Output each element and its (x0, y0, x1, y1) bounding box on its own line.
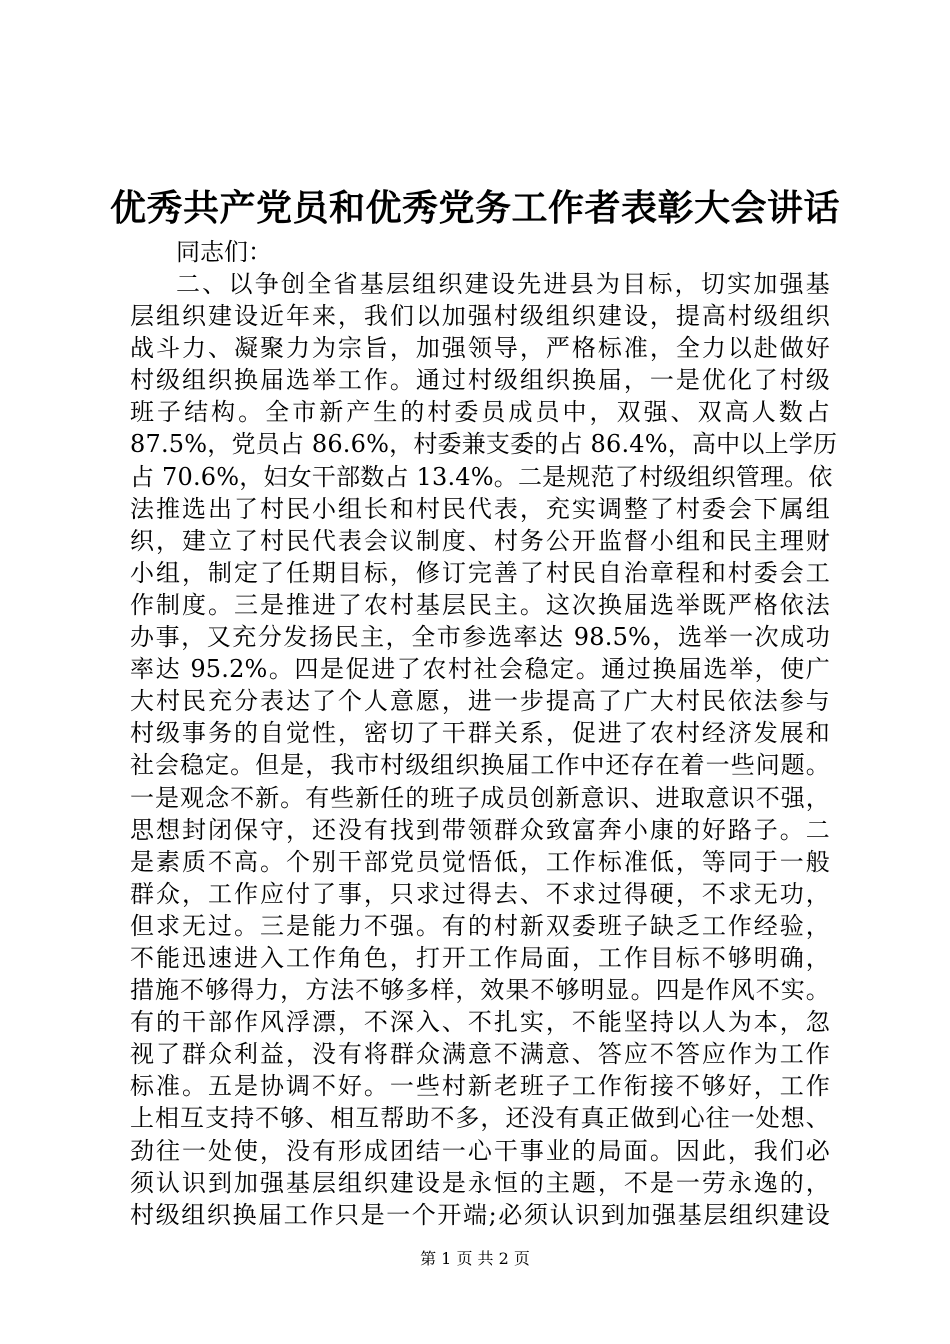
body-line: 村级组织换届工作只是一个开端;必须认识到加强基层组织建设 (130, 1200, 830, 1229)
body-line: 须认识到加强基层组织建设是永恒的主题，不是一劳永逸的， (130, 1168, 830, 1197)
body-line: 标准。五是协调不好。一些村新老班子工作衔接不够好，工作 (130, 1072, 830, 1101)
body-line: 作制度。三是推进了农村基层民主。这次换届选举既严格依法 (130, 590, 830, 619)
body-line: 办事，又充分发扬民主，全市参选率达 98.5%，选举一次成功 (130, 623, 830, 652)
page-footer: 第 1 页 共 2 页 (420, 1249, 530, 1268)
body-line: 一是观念不新。有些新任的班子成员创新意识、进取意识不强， (130, 783, 830, 812)
document-title: 优秀共产党员和优秀党务工作者表彰大会讲话 (109, 187, 840, 229)
body-line: 思想封闭保守，还没有找到带领群众致富奔小康的好路子。二 (130, 815, 830, 844)
body-line: 劲往一处使，没有形成团结一心干事业的局面。因此，我们必 (130, 1136, 830, 1165)
body-line: 法推选出了村民小组长和村民代表，充实调整了村委会下属组 (130, 494, 830, 523)
body-line: 社会稳定。但是，我市村级组织换届工作中还存在着一些问题。 (130, 751, 830, 780)
salutation: 同志们： (176, 238, 272, 266)
body-line: 率达 95.2%。四是促进了农村社会稳定。通过换届选举，使广 (130, 655, 830, 684)
body-line: 上相互支持不够、相互帮助不多，还没有真正做到心往一处想、 (130, 1104, 830, 1133)
body-line: 有的干部作风浮漂，不深入、不扎实，不能坚持以人为本，忽 (130, 1008, 830, 1037)
body-line: 群众，工作应付了事，只求过得去、不求过得硬，不求无功， (130, 879, 830, 908)
body-line: 战斗力、凝聚力为宗旨，加强领导，严格标准，全力以赴做好 (130, 334, 830, 363)
body-line: 大村民充分表达了个人意愿，进一步提高了广大村民依法参与 (130, 687, 830, 716)
body-line: 视了群众利益，没有将群众满意不满意、答应不答应作为工作 (130, 1040, 830, 1069)
document-body (130, 268, 838, 1231)
body-line: 措施不够得力，方法不够多样，效果不够明显。四是作风不实。 (130, 976, 830, 1005)
body-line: 村级组织换届选举工作。通过村级组织换届，一是优化了村级 (130, 366, 830, 395)
body-line: 村级事务的自觉性，密切了干群关系，促进了农村经济发展和 (130, 719, 830, 748)
body-line: 是素质不高。个别干部党员觉悟低，工作标准低，等同于一般 (130, 847, 830, 876)
body-line: 层组织建设近年来，我们以加强村级组织建设，提高村级组织 (130, 302, 830, 331)
body-line: 但求无过。三是能力不强。有的村新双委班子缺乏工作经验， (130, 911, 830, 940)
body-line: 织，建立了村民代表会议制度、村务公开监督小组和民主理财 (130, 526, 830, 555)
body-line: 二、以争创全省基层组织建设先进县为目标，切实加强基 (176, 270, 830, 298)
body-line: 87.5%，党员占 86.6%，村委兼支委的占 86.4%，高中以上学历 (130, 430, 838, 459)
body-line: 班子结构。全市新产生的村委员成员中，双强、双高人数占 (130, 398, 830, 427)
body-line: 不能迅速进入工作角色，打开工作局面，工作目标不够明确， (130, 943, 830, 972)
body-line: 占 70.6%，妇女干部数占 13.4%。二是规范了村级组织管理。依 (130, 462, 833, 491)
body-line: 小组，制定了任期目标，修订完善了村民自治章程和村委会工 (130, 558, 830, 587)
